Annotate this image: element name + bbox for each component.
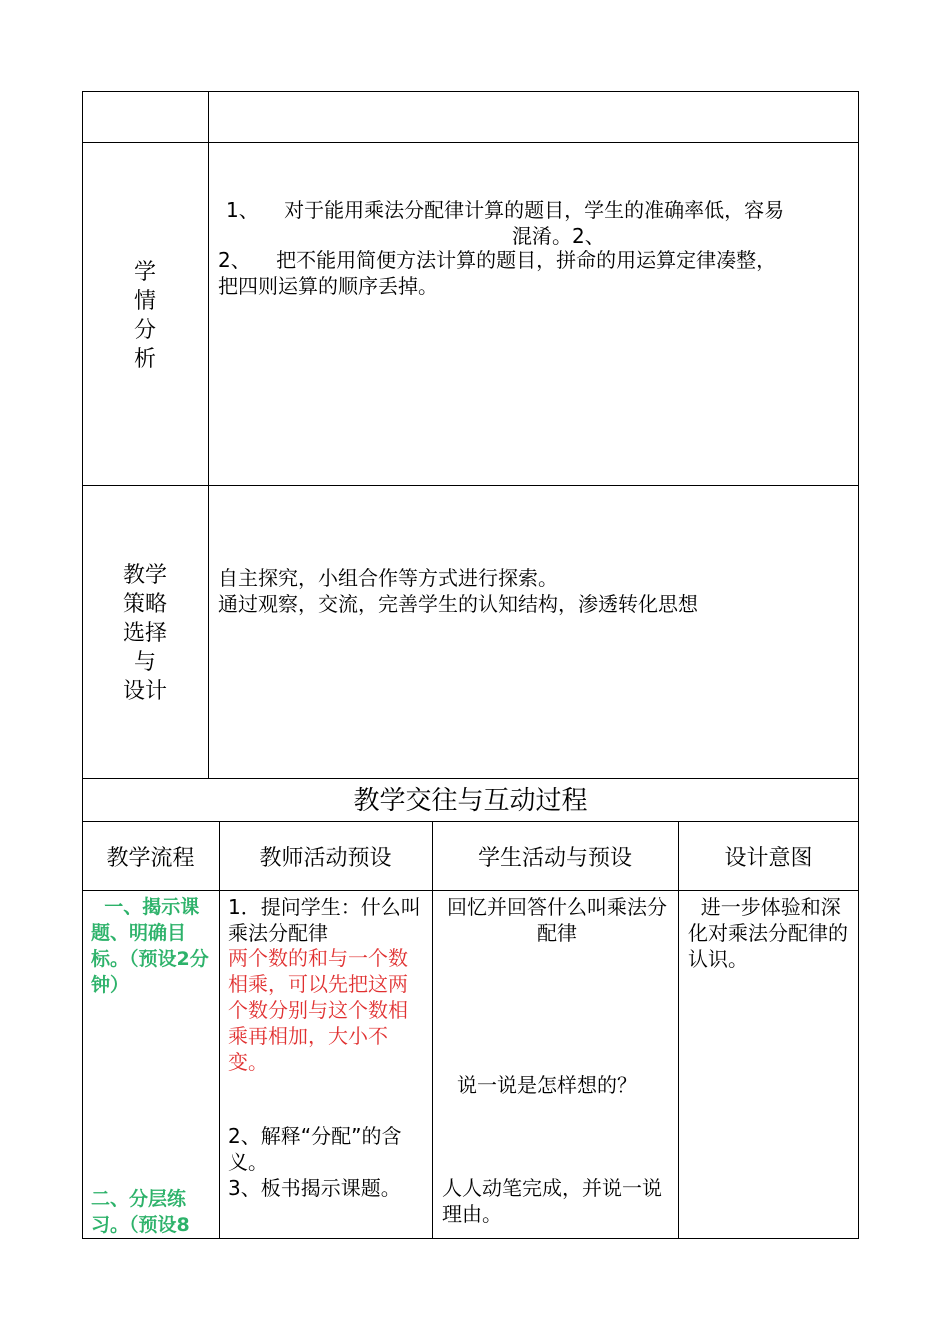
teacher-activity-2: 2、解释“分配”的含义。 [228, 1124, 402, 1174]
teacher-activity-3: 3、板书揭示课题。 [228, 1176, 401, 1200]
row-divider-3 [82, 778, 859, 779]
student-activity-2: 说一说是怎样想的？ [457, 1073, 637, 1097]
row-divider-5 [82, 890, 859, 891]
header-flow: 教学流程 [106, 846, 195, 871]
label-line: 策略 [122, 592, 167, 617]
label-line: 设计 [122, 679, 167, 704]
row-divider-4 [82, 821, 859, 822]
analysis-line-1b: 混淆。2、 [512, 224, 605, 248]
flow-step-1: 一、揭示课题、明确目标。（预设2分钟） [91, 896, 209, 996]
strategy-line-2: 通过观察，交流，完善学生的认知结构，渗透转化思想 [218, 592, 698, 616]
teacher-activity-1-answer: 两个数的和与一个数相乘，可以先把这两个数分别与这个数相乘再相加，大小不变。 [228, 946, 408, 1074]
analysis-line-1: 1、 对于能用乘法分配律计算的题目，学生的准确率低，容易 [226, 198, 785, 222]
analysis-line-2b: 把四则运算的顺序丢掉。 [218, 274, 438, 298]
label-char: 情 [133, 289, 156, 314]
learning-analysis-label [120, 258, 170, 374]
strategy-label [110, 561, 180, 706]
process-col-divider-2 [432, 821, 433, 1239]
teacher-activity-1: 1．提问学生：什么叫乘法分配律 [228, 895, 421, 945]
analysis-line-2: 2、 把不能用简便方法计算的题目，拼命的用运算定律凑整， [218, 248, 777, 272]
label-line: 选择 [122, 621, 167, 646]
label-line: 教学 [122, 563, 167, 588]
row-divider-1 [82, 142, 859, 143]
design-intent-1: 进一步体验和深化对乘法分配律的认识。 [688, 895, 848, 971]
student-activity-1: 回忆并回答什么叫乘法分配律 [447, 895, 667, 945]
label-line: 与 [133, 650, 156, 675]
header-teacher: 教师活动预设 [259, 846, 392, 871]
label-char: 分 [133, 318, 156, 343]
header-student: 学生活动与预设 [477, 846, 632, 871]
row-divider-2 [82, 485, 859, 486]
label-column-divider [208, 91, 209, 778]
process-col-divider-1 [219, 821, 220, 1239]
process-title: 教学交往与互动过程 [353, 786, 588, 816]
strategy-line-1: 自主探究，小组合作等方式进行探索。 [218, 566, 558, 590]
label-char: 学 [133, 260, 156, 285]
student-activity-3: 人人动笔完成，并说一说理由。 [442, 1176, 662, 1226]
process-col-divider-3 [678, 821, 679, 1239]
label-char: 析 [133, 347, 156, 372]
header-intent: 设计意图 [724, 846, 813, 871]
flow-step-2: 二、分层练习。（预设8 [91, 1188, 190, 1236]
